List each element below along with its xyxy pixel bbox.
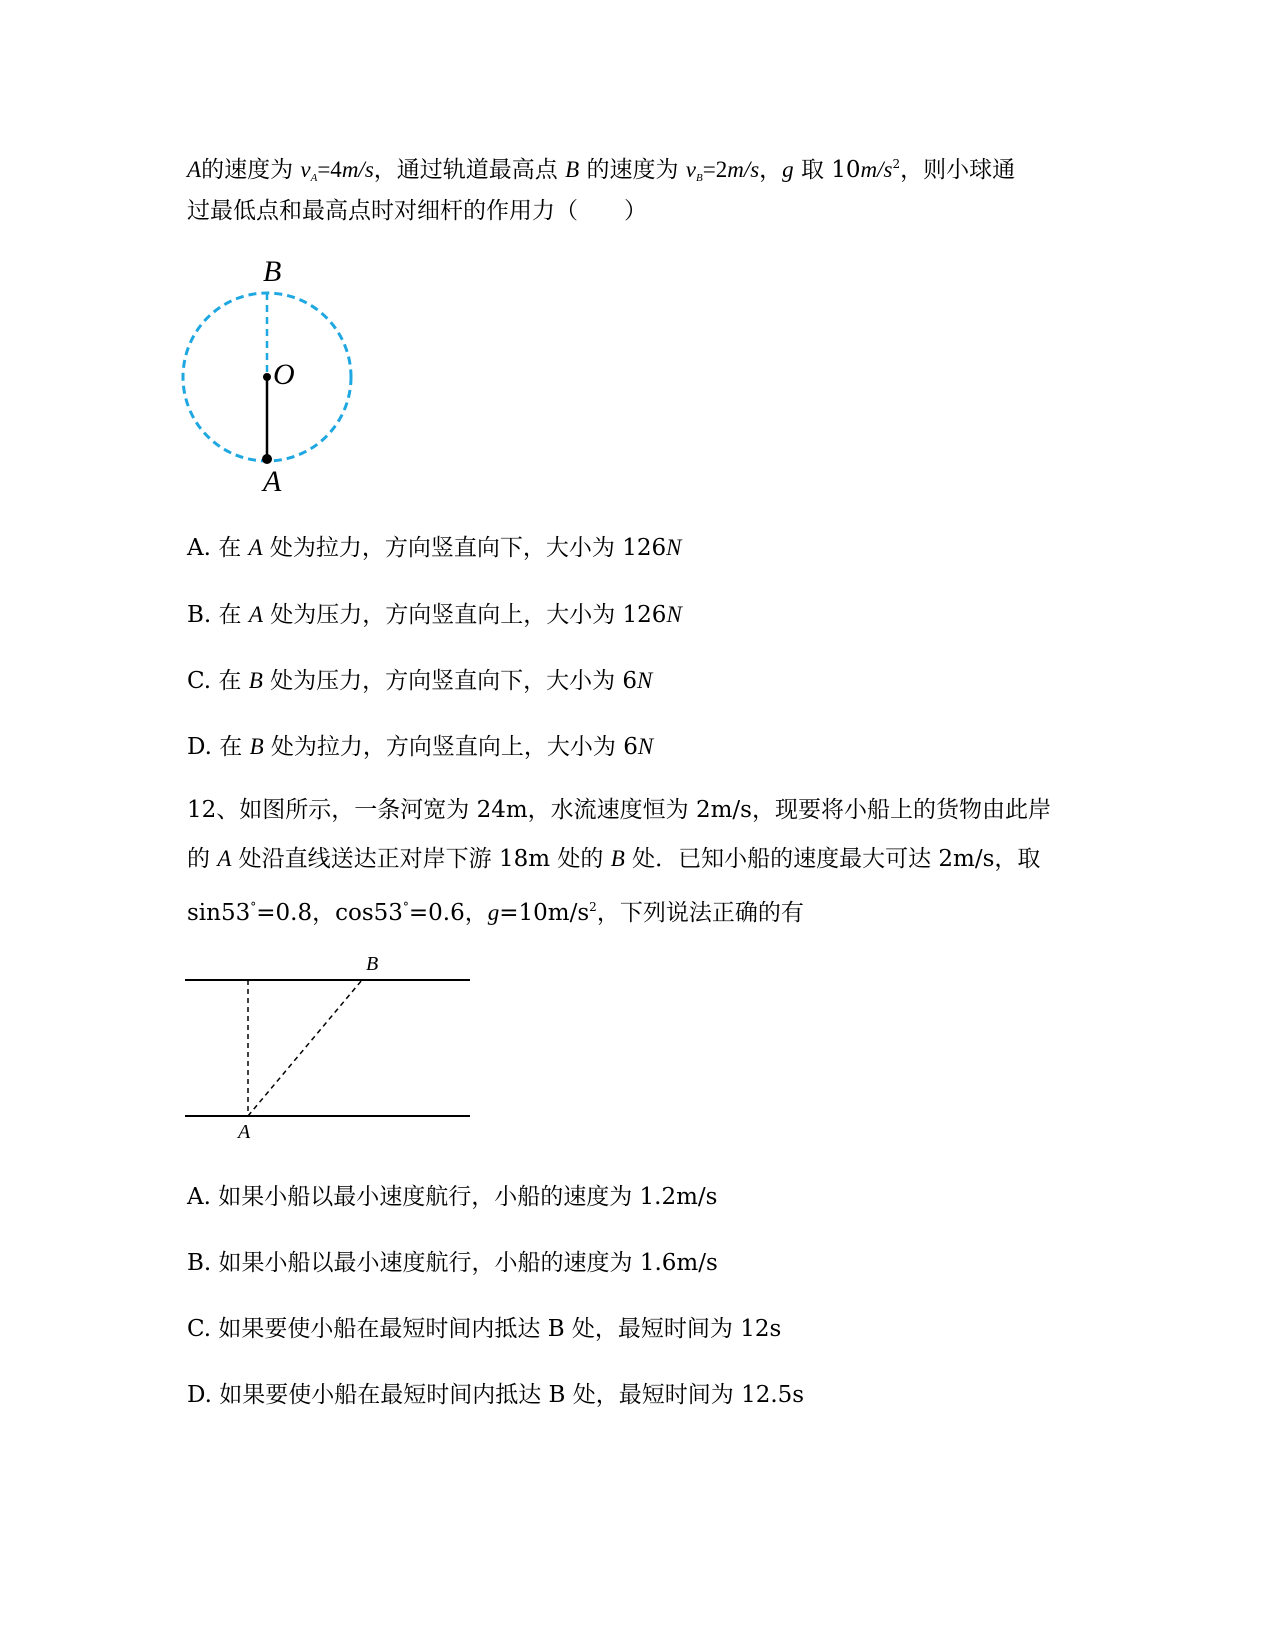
q11-option-a: A. 在 A 处为拉力，方向竖直向下，大小为 126N — [187, 535, 682, 561]
pivot-O-dot — [263, 373, 271, 381]
q11-stem-line-1: A的速度为 $v_A=4m/s$，通过轨道最高点 B 的速度为 $v_B=2m/s$，g 取 $10m/s^2$，则小球通 — [187, 157, 1016, 184]
q12-option-a: A. 如果小船以最小速度航行，小船的速度为 1.2m/s — [187, 1184, 718, 1210]
label-B: B — [366, 953, 379, 975]
q11-option-b: B. 在 A 处为压力，方向竖直向上，大小为 126N — [187, 602, 682, 628]
label-A: A — [263, 465, 282, 498]
path-A-to-B-dashed-line — [248, 980, 362, 1116]
q11-option-d: D. 在 B 处为拉力，方向竖直向上，大小为 6N — [187, 734, 654, 760]
label-O: O — [273, 358, 295, 391]
q12-option-c: C. 如果要使小船在最短时间内抵达 B 处，最短时间为 12s — [187, 1316, 782, 1342]
point-A-label: A — [187, 157, 202, 182]
q11-circle-figure — [180, 255, 370, 505]
q12-river-figure — [180, 950, 480, 1150]
q12-stem-line-2: 的 A 处沿直线送达正对岸下游 18m 处的 B 处．已知小船的速度最大可达 2m/s，取 — [187, 846, 1041, 872]
label-B: B — [263, 255, 282, 288]
q12-stem-line-1: 12、如图所示，一条河宽为 24m，水流速度恒为 2m/s，现要将小船上的货物由此岸 — [187, 797, 1051, 823]
q11-stem-line-2: 过最低点和最高点时对细杆的作用力（ ） — [187, 198, 647, 224]
q12-stem-line-3: sin53°=0.8，cos53°=0.6，$g=10m/s^2$，下列说法正确的有 — [187, 900, 804, 926]
q11-option-c: C. 在 B 处为压力，方向竖直向下，大小为 6N — [187, 668, 653, 694]
q12-option-d: D. 如果要使小船在最短时间内抵达 B 处，最短时间为 12.5s — [187, 1382, 805, 1408]
ball-A-dot — [262, 454, 272, 464]
label-A: A — [238, 1121, 251, 1143]
q12-option-b: B. 如果小船以最小速度航行，小船的速度为 1.6m/s — [187, 1250, 718, 1276]
